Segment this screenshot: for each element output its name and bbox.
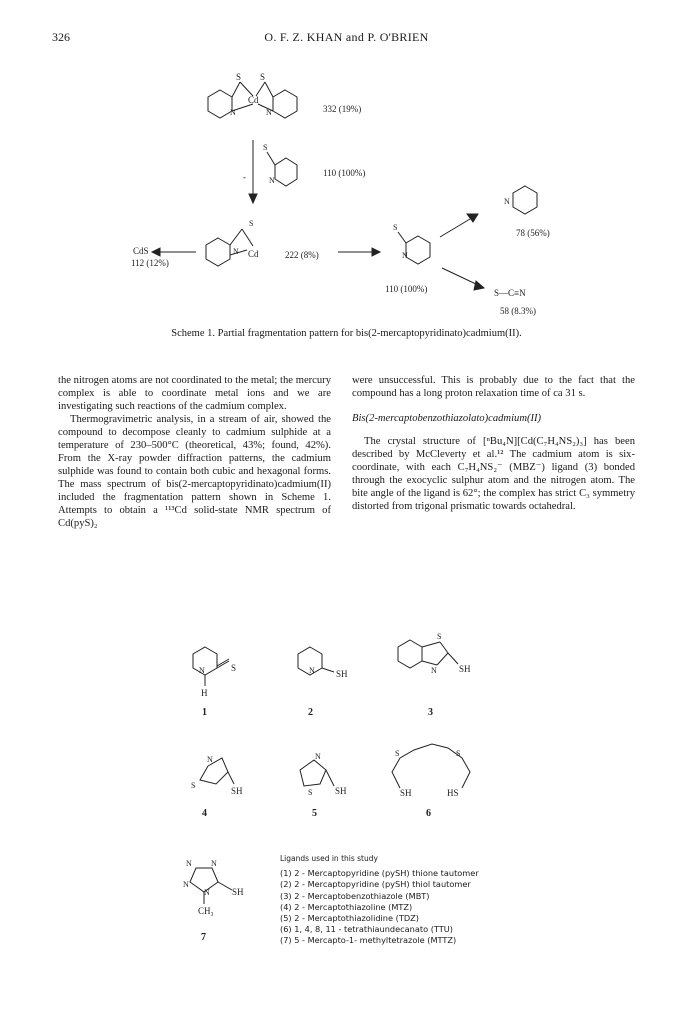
mass-value-112: 112 (12%) bbox=[131, 258, 169, 268]
svg-text:S: S bbox=[393, 223, 398, 232]
structure-number: 1 bbox=[202, 707, 207, 718]
atom-s: S bbox=[260, 72, 266, 82]
svg-text:S: S bbox=[456, 749, 461, 758]
structure-1 bbox=[193, 647, 236, 718]
ligand-legend bbox=[280, 853, 479, 947]
atom-cd: Cd bbox=[248, 95, 259, 105]
structure-number: 7 bbox=[201, 932, 206, 943]
legend-item: (2) 2 - Mercaptopyridine (pySH) thiol tautomer bbox=[280, 879, 471, 890]
svg-text:N: N bbox=[309, 666, 315, 675]
cd-pys-fragment bbox=[206, 219, 259, 266]
structure-4 bbox=[191, 755, 243, 819]
mass-value-78: 78 (56%) bbox=[516, 228, 550, 238]
section-heading: Bis(2-mercaptobenzothiazolato)cadmium(II) bbox=[352, 413, 542, 424]
thiopyridine-fragment bbox=[393, 223, 430, 264]
svg-text:Cd: Cd bbox=[248, 249, 259, 259]
svg-text:S: S bbox=[249, 219, 254, 228]
svg-text:SH: SH bbox=[335, 786, 347, 796]
left-column bbox=[58, 374, 331, 530]
svg-text:N: N bbox=[269, 176, 275, 185]
mass-value-332: 332 (19%) bbox=[323, 104, 362, 114]
running-head: O. F. Z. KHAN and P. O'BRIEN bbox=[264, 30, 429, 44]
mass-value-110-loss: 110 (100%) bbox=[323, 168, 366, 178]
structure-number: 3 bbox=[428, 707, 433, 718]
svg-text:N: N bbox=[207, 755, 213, 764]
legend-item: (4) 2 - Mercaptothiazoline (MTZ) bbox=[280, 901, 413, 912]
svg-text:SH: SH bbox=[400, 788, 412, 798]
svg-text:HS: HS bbox=[447, 788, 459, 798]
structure-number: 2 bbox=[308, 707, 313, 718]
svg-text:N: N bbox=[504, 197, 510, 206]
paragraph: the nitrogen atoms are not coordinated to the metal; the mercury complex is able to coordinate metal ions and we are investigating such reactions of the cadmium complex. bbox=[58, 375, 331, 412]
svg-text:N: N bbox=[233, 247, 239, 256]
structure-7 bbox=[183, 859, 244, 943]
structure-3 bbox=[398, 632, 471, 718]
svg-text:N: N bbox=[402, 251, 408, 260]
svg-text:H: H bbox=[201, 688, 208, 698]
mass-value-110: 110 (100%) bbox=[385, 284, 428, 294]
legend-item: (7) 5 - Mercapto-1- methyltetrazole (MTTZ) bbox=[280, 935, 457, 946]
paragraph: were unsuccessful. This is probably due to the fact that the compound has a long proton relaxation time of ca 31 s. bbox=[352, 375, 635, 399]
svg-text:S: S bbox=[437, 632, 442, 641]
paragraph: The crystal structure of [ⁿBu₄N][Cd(C₇H₄NS₂)₃] has been described by McCleverty et al.¹² The cadmium atom is six-coordinate, with each C₇H₄NS₂⁻ (MBZ⁻) ligand (3) bonded through the exocyclic sulphur atom and the nitrogen atom. The bite angle of the ligand is 62°; the complex has strict C₃ symmetry distorted from trigonal prismatic towards octahedral. bbox=[352, 436, 635, 512]
svg-text:N: N bbox=[431, 666, 437, 675]
mass-value-222: 222 (8%) bbox=[285, 250, 319, 260]
mass-value-58: 58 (8.3%) bbox=[500, 306, 536, 316]
svg-text:S: S bbox=[231, 663, 237, 673]
legend-item: (1) 2 - Mercaptopyridine (pySH) thione tautomer bbox=[280, 868, 479, 879]
thiocyanate-label: S—C≡N bbox=[494, 288, 526, 298]
pyridine-fragment bbox=[504, 186, 537, 214]
cds-label: CdS bbox=[133, 246, 149, 256]
svg-text:S: S bbox=[263, 143, 268, 152]
structure-6 bbox=[392, 744, 470, 819]
legend-item: (5) 2 - Mercaptothiazolidine (TDZ) bbox=[280, 913, 419, 924]
svg-text:SH: SH bbox=[459, 664, 471, 674]
structure-2 bbox=[298, 647, 348, 718]
fragmentation-scheme bbox=[0, 0, 693, 330]
right-column bbox=[352, 374, 635, 513]
structure-5 bbox=[300, 752, 347, 819]
atom-n: N bbox=[266, 108, 272, 117]
legend-item: (6) 1, 4, 8, 11 - tetrathiaundecanato (TTU) bbox=[280, 924, 453, 935]
scheme-caption: Scheme 1. Partial fragmentation pattern for bis(2-mercaptopyridinato)cadmium(II). bbox=[171, 328, 522, 339]
svg-text:S: S bbox=[191, 781, 196, 790]
svg-text:S: S bbox=[395, 749, 400, 758]
lost-thiopyridine bbox=[263, 143, 297, 186]
structure-number: 6 bbox=[426, 808, 431, 819]
svg-text:N: N bbox=[204, 888, 210, 897]
svg-text:S: S bbox=[308, 788, 313, 797]
legend-title: Ligands used in this study bbox=[280, 854, 378, 863]
paragraph: Thermogravimetric analysis, in a stream of air, showed the compound to decompose cleanly to cadmium sulphide at a temperature of 230–500°C (theoretical, 43%; found, 42%). From the X-ray powder diffraction patterns, the cadmium sulphide was found to contain both cubic and hexagonal forms. The mass spectrum of bis(2-mercaptopyridinato)cadmium(II) included the fragmentation pattern shown in Scheme 1. Attempts to obtain a ¹¹³Cd solid-state NMR spectrum of Cd(pyS)₂ bbox=[58, 414, 331, 529]
structure-number: 4 bbox=[202, 808, 207, 819]
svg-text:SH: SH bbox=[336, 669, 348, 679]
legend-item: (3) 2 - Mercaptobenzothiazole (MBT) bbox=[280, 890, 430, 901]
svg-text:SH: SH bbox=[231, 786, 243, 796]
svg-text:N: N bbox=[186, 859, 192, 868]
structure-number: 5 bbox=[312, 808, 317, 819]
svg-text:CH₃: CH₃ bbox=[198, 906, 214, 916]
svg-text:SH: SH bbox=[232, 887, 244, 897]
atom-n: N bbox=[230, 108, 236, 117]
svg-text:N: N bbox=[199, 666, 205, 675]
atom-s: S bbox=[236, 72, 242, 82]
top-complex bbox=[208, 72, 297, 118]
page-number: 326 bbox=[52, 30, 70, 44]
svg-text:N: N bbox=[211, 859, 217, 868]
svg-text:-: - bbox=[243, 172, 246, 182]
svg-text:N: N bbox=[315, 752, 321, 761]
svg-text:N: N bbox=[183, 880, 189, 889]
